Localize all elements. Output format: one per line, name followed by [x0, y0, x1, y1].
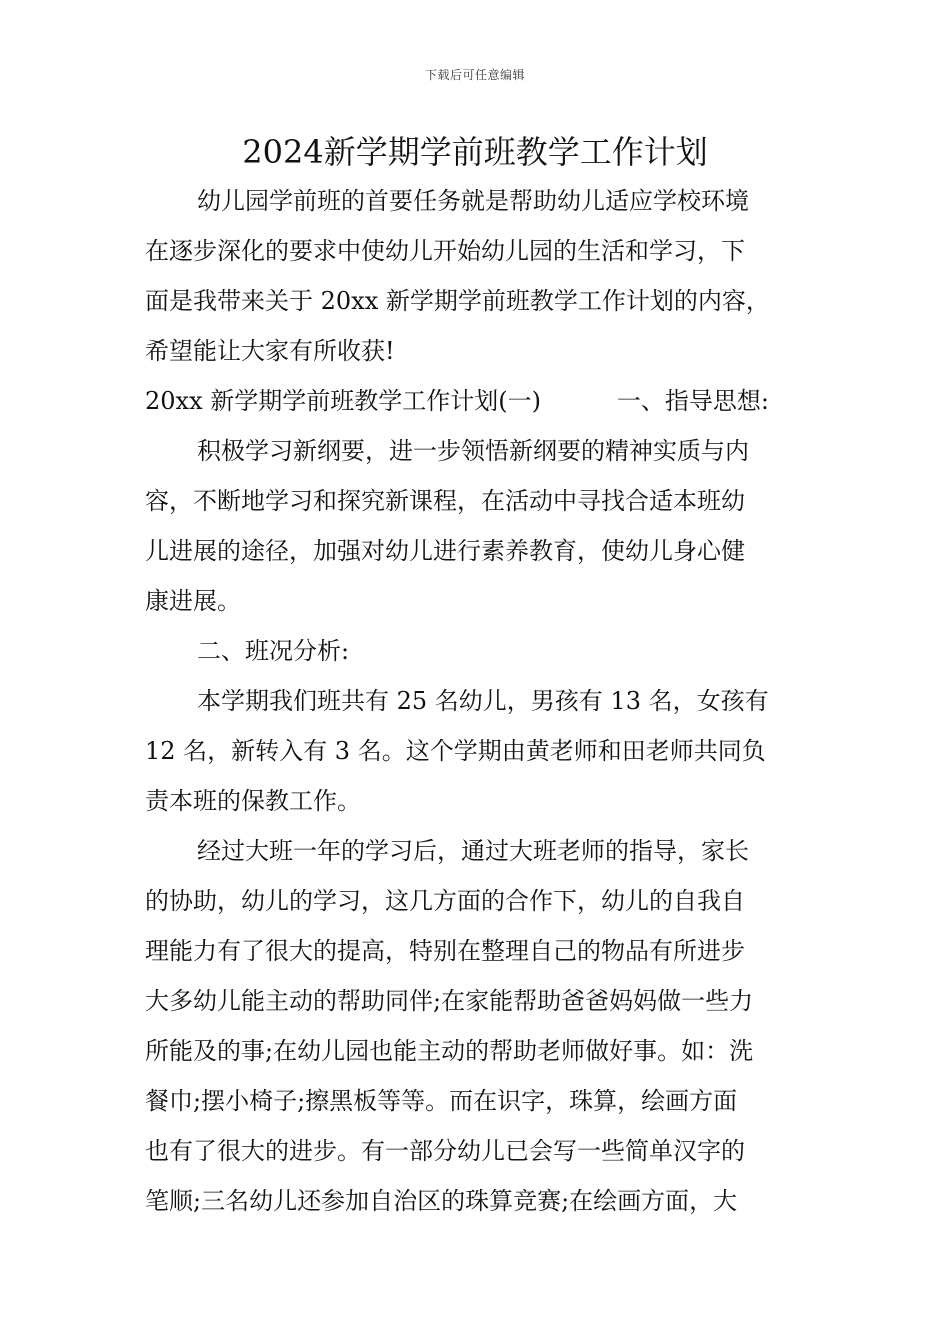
paragraph-line: 笔顺;三名幼儿还参加自治区的珠算竞赛;在绘画方面，大 — [145, 1187, 738, 1215]
paragraph-line: 面是我带来关于 20xx 新学期学前班教学工作计划的内容， — [145, 287, 770, 315]
section-heading-line — [145, 376, 805, 426]
paragraph-line: 餐巾;摆小椅子;擦黑板等等。而在识字，珠算，绘画方面 — [145, 1087, 738, 1115]
paragraph-line: 的协助，幼儿的学习，这几方面的合作下，幼儿的自我自 — [145, 887, 745, 915]
paragraph-line: 所能及的事;在幼儿园也能主动的帮助老师做好事。如：洗 — [145, 1037, 754, 1065]
section-heading: 二、班况分析: — [197, 637, 350, 665]
paragraph-line: 12 名，新转入有 3 名。这个学期由黄老师和田老师共同负 — [145, 737, 766, 765]
paragraph-line: 经过大班一年的学习后，通过大班老师的指导，家长 — [197, 837, 749, 865]
paragraph-line: 大多幼儿能主动的帮助同伴;在家能帮助爸爸妈妈做一些力 — [145, 987, 754, 1015]
paragraph-line: 本学期我们班共有 25 名幼儿，男孩有 13 名，女孩有 — [197, 687, 769, 715]
paragraph-line: 儿进展的途径，加强对幼儿进行素养教育，使幼儿身心健 — [145, 537, 745, 565]
paragraph-line: 理能力有了很大的提高，特别在整理自己的物品有所进步 — [145, 937, 745, 965]
header-note: 下载后可任意编辑 — [424, 68, 525, 82]
document-title: 2024新学期学前班教学工作计划 — [242, 133, 708, 171]
paragraph-line: 容，不断地学习和探究新课程，在活动中寻找合适本班幼 — [145, 487, 745, 515]
paragraph-line: 幼儿园学前班的首要任务就是帮助幼儿适应学校环境 — [197, 187, 749, 215]
section-heading: 一、指导思想: — [616, 387, 769, 415]
document-body — [145, 176, 805, 1226]
paragraph-line: 在逐步深化的要求中使幼儿开始幼儿园的生活和学习，下 — [145, 237, 745, 265]
paragraph-line: 积极学习新纲要，进一步领悟新纲要的精神实质与内 — [197, 437, 749, 465]
paragraph-line: 责本班的保教工作。 — [145, 787, 361, 815]
paragraph-line: 也有了很大的进步。有一部分幼儿已会写一些简单汉字的 — [145, 1137, 745, 1165]
paragraph-line: 康进展。 — [145, 587, 241, 615]
plan-subtitle: 20xx 新学期学前班教学工作计划(一) — [145, 387, 541, 415]
paragraph-line: 希望能让大家有所收获! — [145, 337, 395, 365]
